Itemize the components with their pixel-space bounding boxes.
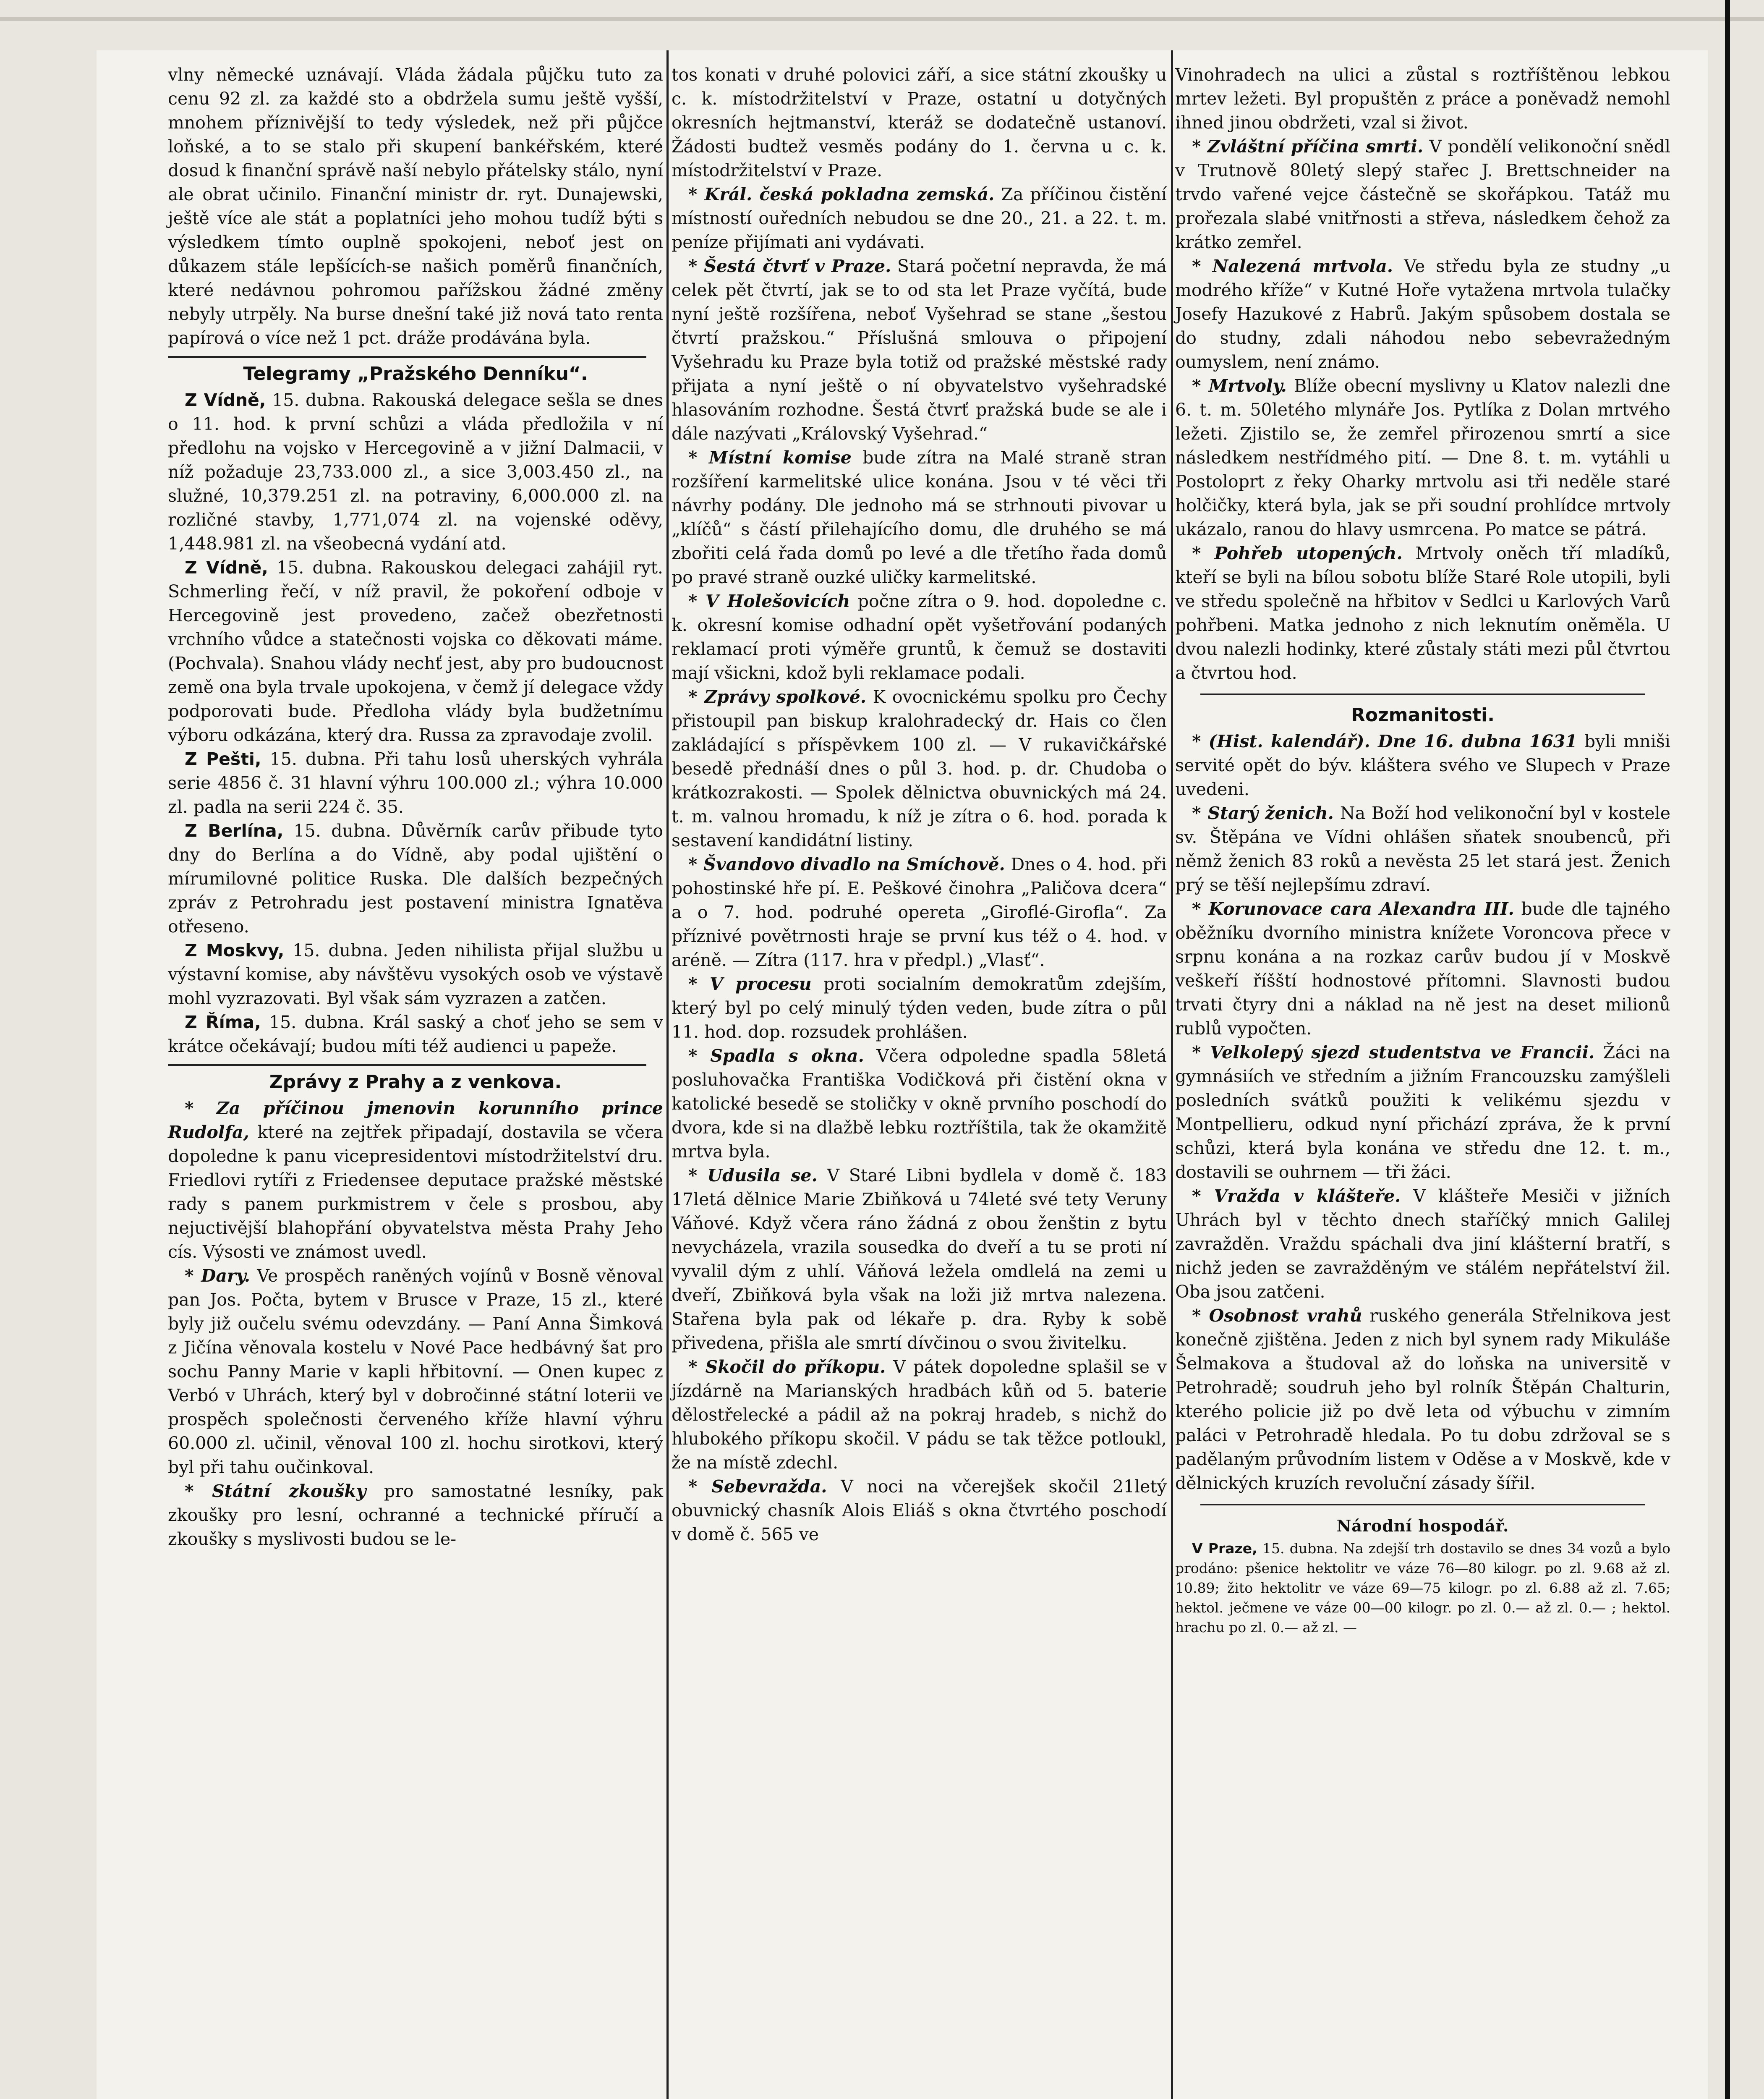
misc-item [1175,1041,1670,1184]
misc-lead: * Korunovace cara Alexandra III. [1192,899,1514,919]
misc-text: byli mniši servité opět do býv. kláštera svého ve Slupech v Praze uvedeni. [1175,731,1671,799]
telegram-place: Z Berlína, [185,821,284,841]
scan-top-edge [0,17,1764,21]
section-divider [168,356,646,358]
news-item [672,1044,1167,1164]
news-text: pro samostatné lesníky, pak zkoušky pro lesní, ochranné a technické příručí a zkoušky s myslivosti budou se le- [168,1481,663,1549]
news-lead: * Švandovo divadlo na Smíchově. [688,854,1005,874]
news-continuation: tos konati v druhé polovici září, a sice státní zkoušky u c. k. místodržitelství v Praze, ostatní u dotyčných okresních hejtmanství, kteráž se dodatečně ustanoví. Žádosti budtež vesměs podány do 1. června u c. k. místodržitelství v Praze. [672,65,1167,181]
news-text: V noci na včerejšek skočil 21letý obuvnický chasník Alois Eliáš s okna čtvrtého poschodí v domě č. 565 ve [672,1476,1167,1544]
telegram-item [168,819,663,939]
news-lead: * Udusila se. [688,1165,818,1186]
news-lead: * Mrtvoly. [1192,376,1287,396]
misc-text: V klášteře Mesiči v jižních Uhrách byl v těchto dnech staříčký mnich Galilej zavražděn. Vraždu spáchali dva jiní klášterní bratří, s nichž jeden se zavražděným ve stálém nepřátelství žil. Oba jsou zatčeni. [1175,1186,1670,1302]
misc-item [1175,1304,1670,1495]
economy-heading: Národní hospodář. [1336,1516,1509,1535]
economy-text: 15. dubna. Na zdejší trh dostavilo se dnes 34 vozů a bylo prodáno: pšenice hektolitr ve váze 76—80 kilogr. po zl. 9.68 až zl. 10.89; žito hektolitr ve váze 69—75 kilogr. po zl. 6.88 až zl. 7.65; hektol. ječmene ve váze 00—00 kilogr. po zl. 0.— až zl. 0.— ; hektol. hrachu po zl. 0.— až zl. — [1175,1540,1670,1636]
misc-lead: * Starý ženich. [1192,803,1334,823]
news-item [1175,542,1670,685]
news-text: Včera odpoledne spadla 58letá posluhovačka Františka Vodičková při čistění okna v katolické besedě se stoličky v okně prvního poschodí do dvora, kde si na dlažbě lebku roztříštila, tak že okamžitě mrtva byla. [672,1046,1167,1162]
news-text: Mrtvoly oněch tří mladíků, kteří se byli na bílou sobotu blíže Staré Role utopili, byli ve středu společně na hřbitov v Sedlci u Karlových Varů pohřbeni. Matka jednoho z nich leknutím oněměla. U dvou nalezli hodinky, které zůstaly státi mezi půl čtvrtou a čtvrtou hod. [1175,543,1670,683]
news-text: proti socialním demokratům zdejším, který byl po celý minulý týden veden, bude zítra o půl 11. hod. dop. rozsudek prohlášen. [672,974,1167,1042]
news-item [672,853,1167,972]
news-item [672,1164,1167,1355]
news-lead: * Místní komise [688,448,852,468]
news-item [1175,254,1670,374]
economy-place: V Praze, [1192,1540,1257,1557]
news-lead: * Šestá čtvrť v Praze. [688,256,891,276]
misc-text: bude dle tajného oběžníku dvorního ministra knížete Voroncova přece v srpnu konána a na rozkaz carův budou jí v Moskvě veškeří říšští hodnostové přítomni. Slavnosti budou trvati čtyry dni a náklad na ně jest na deset milionů rublů vypočten. [1175,899,1670,1039]
news-lead: * Skočil do příkopu. [688,1357,886,1377]
news-text: které na zejtřek připadají, dostavila se včera dopoledne k panu vicepresidentovi místodržitelství dru. Friedlovi rytíři z Friedensee deputace pražské městské rady s panem purkmistrem v čele s prosbou, aby nejuctivější blahopřání obyvatelstva města Prahy Jeho cís. Výsosti ve známost uvedl. [168,1122,663,1262]
news-text: V pondělí velikonoční snědl v Trutnově 80letý slepý stařec J. Brettschneider na trvdo vařené vejce částečně se skořápkou. Tatáž mu prořezala slabé vnitřnosti a střeva, následkem čehož za krátko zemřel. [1175,136,1670,252]
news-item [672,589,1167,685]
misc-lead: * Vražda v klášteře. [1192,1186,1401,1206]
telegram-item [168,1010,663,1058]
telegram-text: 15. dubna. Při tahu losů uherských vyhrála serie 4856 č. 31 hlavní výhru 100.000 zl.; výhra 10.000 zl. padla na serii 224 č. 35. [168,749,663,817]
news-item [672,1355,1167,1475]
telegram-text: 15. dubna. Rakouská delegace sešla se dnes o 11. hod. k první schůzi a vláda předložila v ní předlohu na vojsko v Hercegovině a v jižní Dalmacii, v níž požaduje 23,733.000 zl., a sice 3,003.450 zl., na služné, 10,379.251 zl. na potraviny, 6,000.000 zl. na rozličné stavby, 1,771,074 zl. na vojenské oděvy, 1,448.981 zl. na všeobecná vydání atd. [168,390,663,554]
intro-paragraph: vlny německé uznávají. Vláda žádala půjčku tuto za cenu 92 zl. za každé sto a obdržela sumu ještě vyšší, mnohem příznivější to tedy výsledek, než při půjčce loňské, a to se stalo při skupení bankéřském, které dosud k finanční správě naší nebylo přátelsky stálo, nyní ale obrat učinilo. Finanční ministr dr. ryt. Dunajewski, ještě více ale stát a poplatníci jeho mohou tudíž býti s výsledkem tímto ouplně spokojeni, neboť jest on důkazem stále lepšících-se našich poměrů finančních, které nedávnou pohromou pařížskou žádné změny nebyly utrpěly. Na burse dnešní také již nová tato renta papírová o více než 1 pct. dráže prodávána byla. [168,65,663,348]
column-rule-1 [666,50,669,2099]
misc-text: Na Boží hod velikonoční byl v kostele sv. Štěpána ve Vídni ohlášen sňatek snoubenců, při němž ženich 83 roků a nevěsta 25 let stará jest. Ženich prý se těší nejlepšímu zdraví. [1175,803,1670,895]
news-lead: * V procesu [688,974,812,994]
news-lead: * Státní zkoušky [185,1481,366,1501]
misc-lead: * Velkolepý sjezd studentstva ve Francii. [1192,1042,1595,1063]
telegram-item [168,388,663,556]
telegram-item [168,747,663,819]
news-item [168,1264,663,1479]
news-text: Ve středu byla ze studny „u modrého kříže“ v Kutné Hoře vytažena mrtvola tulačky Josefy Hazukové z Habrů. Jakým spůsobem dostala se do studny, zdali náhodou nebo sebevražedným oumyslem, není známo. [1175,256,1670,372]
news-text: bude zítra na Malé straně stran rozšíření karmelitské ulice konána. Jsou v té věci tři návrhy podány. Dle jednoho má se strhnouti pivovar u „klíčů“ s částí přilehajícího domu, dle druhého se má zbořiti celá řada domů po levé a dle třetího řada domů po pravé straně ouzké uličky karmelitské. [672,448,1167,587]
news-item [672,685,1167,853]
news-item [672,1475,1167,1547]
telegrams-heading: Telegramy „Pražského Denníku“. [243,363,588,385]
telegram-text: 15. dubna. Král saský a choť jeho se sem v krátce očekávají; budou míti též audienci u papeže. [168,1012,663,1056]
news-lead: * Zvláštní příčina smrti. [1192,136,1424,157]
news-text: Dnes o 4. hod. při pohostinské hře pí. E. Peškové činohra „Paličova dcera“ a o 7. hod. podruhé opereta „Giroflé-Girofla“. Za příznivé povětrnosti hraje se první kus též o 4. hod. v aréně. — Zítra (117. hra v předpl.) „Vlasť“. [672,854,1167,970]
telegram-place: Z Moskvy, [185,940,285,961]
misc-lead: * (Hist. kalendář). Dne 16. dubna 1631 [1192,731,1577,751]
section-divider [1200,694,1645,695]
news-item [672,446,1167,589]
telegram-place: Z Pešti, [185,749,261,769]
misc-item [1175,897,1670,1041]
telegram-place: Z Vídně, [185,557,268,578]
news-heading: Zprávy z Prahy a z venkova. [269,1071,562,1093]
news-item [168,1479,663,1551]
telegram-item [168,939,663,1010]
news-text: V Staré Libni bydlela v domě č. 183 17letá dělnice Marie Zbiňková u 74leté své tety Veruny Váňové. Když včera ráno žádná z obou ženštin z bytu nevycházela, vrazila sousedka do dveří a tu se proti ní vyvalil dým z uhlí. Váňová ležela omdlelá na zemi u dveří, Zbiňková byla však na loži již mrtva nalezena. Stařena byla pak od lékaře p. dra. Ryby k sobě přivedena, přišla ale smrtí dívčinou o svou živitelku. [672,1165,1167,1353]
scan-right-edge [1725,0,1730,2099]
misc-text: Žáci na gymnásiích ve středním a jižním Francouzsku zamýšleli posledních svátků použiti k velikému sjezdu v Montpellieru, odkud nyní přichází zpráva, že k první schůzi, která byla konána ve středu dne 12. t. m., dostavili se ouhrnem — tři žáci. [1175,1042,1670,1182]
economy-item [1175,1539,1670,1637]
news-lead: * Sebevražda. [688,1476,827,1497]
news-item [168,1097,663,1264]
news-lead: * Zprávy spolkové. [688,687,867,707]
news-lead: * Za příčinou jmenovin korunního prince Rudolfa, [168,1098,663,1142]
news-item [672,183,1167,254]
news-item [1175,374,1670,542]
news-lead: * Pohřeb utopených. [1192,543,1403,563]
news-text: Za příčinou čistění místností ouředních nebudou se dne 20., 21. a 22. t. m. peníze přijímati ani vydávati. [672,184,1167,252]
telegram-text: 15. dubna. Rakouskou delegaci zahájil ryt. Schmerling řečí, v níž pravil, že pokoření odboje v Hercegovině jest provedeno, začež obezřetnosti vrchního vůdce a statečnosti vojska co děkovati máme. (Pochvala). Snahou vlády nechť jest, aby pro budoucnost země ona byla trvale upokojena, v čemž jí delegace vždy podporovati bude. Předloha vlády byla budžetnímu výboru odkázána, který dra. Russa za zpravodaje zvolil. [168,557,663,745]
news-text: V pátek dopoledne splašil se v jízdárně na Marianských hradbách kůň od 5. baterie dělostřelecké a pádil až na pokraj hradeb, s nichž do hlubokého příkopu skočil. V pádu se tak těžce potloukl, že na místě zdechl. [672,1357,1167,1473]
news-item [1175,135,1670,254]
news-continuation: Vinohradech na ulici a zůstal s roztříštěnou lebkou mrtev ležeti. Byl propuštěn z práce a poněvadž nemohl ihned jinou obdržeti, vzal si život. [1175,65,1670,133]
news-text: počne zítra o 9. hod. dopoledne c. k. okresní komise odhadní opět vyšetřování podaných reklamací proti výměře gruntů, k čemuž se dostaviti mají všickni, kdož byli reklamace podali. [672,591,1167,683]
misc-text: ruského generála Střelnikova jest konečně zjištěna. Jeden z nich byl synem rady Mikuláše Šelmakova a študoval až do loňska na universitě v Petrohradě; soudruh jeho byl rolník Štěpán Chalturin, kterého policie již po dvě leta od výbuchu v zimním paláci v Petrohradě hledala. Po tu dobu zdržoval se s padělaným průvodním listem v Oděse a v Moskvě, kde v dělnických kruzích revoluční zásady šířil. [1175,1306,1670,1493]
telegram-item [168,556,663,747]
news-lead: * Nalezená mrtvola. [1192,256,1393,276]
misc-item [1175,730,1670,801]
news-item [672,972,1167,1044]
news-lead: * Spadla s okna. [688,1046,864,1066]
news-text: Stará početní nepravda, že má celek pět čtvrtí, jak se to od sta let Praze vyčítá, bude nyní ještě rozšířena, neboť Vyšehrad se stane „šestou čtvrtí pražskou.“ Příslušná smlouva o připojení Vyšehradu ku Praze byla totiž od pražské městské rady přijata a nyní ještě o ní obyvatelstvo vyšehradské hlasováním rozhodne. Šestá čtvrť pražská bude se ale i dále nazývati „Královský Vyšehrad.“ [672,256,1167,444]
misc-item [1175,801,1670,897]
telegram-place: Z Říma, [185,1012,261,1032]
news-text: Blíže obecní myslivny u Klatov nalezli dne 6. t. m. 50letého mlynáře Jos. Pytlíka z Dolan mrtvého ležeti. Zjistilo se, že zemřel přirozenou smrtí a sice následkem nestřídmého pití. — Dne 8. t. m. vytáhli u Postoloprt z řeky Oharky mrtvolu asi tři neděle staré holčičky, která byla, jak se při soudní prohlídce mrtvoly ukázalo, ranou do hlavy usmrcena. Po matce se pátrá. [1175,376,1670,539]
news-lead: * Král. česká pokladna zemská. [688,184,995,204]
news-lead: * Dary. [185,1266,250,1286]
news-item [672,254,1167,446]
misc-lead: * Osobnost vrahů [1192,1306,1362,1326]
news-lead: * V Holešovicích [688,591,850,611]
column-3 [1175,63,1670,1637]
section-divider [1200,1504,1645,1505]
telegram-text: 15. dubna. Důvěrník carův přibude tyto dny do Berlína a do Vídně, aby podal ujištění o mírumilovné politice Ruska. Dle dalších bezpečných zpráv z Petrohradu jest postavení ministra Ignatěva otřeseno. [168,821,663,937]
telegram-place: Z Vídně, [185,390,266,410]
section-divider [168,1064,646,1066]
misc-item [1175,1184,1670,1304]
column-1 [168,63,663,1551]
telegram-text: 15. dubna. Jeden nihilista přijal službu u výstavní komise, aby návštěvu vysokých osob ve výstavě mohl vyzrazovati. Byl však sám vyzrazen a zatčen. [168,940,663,1008]
misc-heading: Rozmanitosti. [1351,704,1495,726]
column-rule-2 [1171,50,1173,2099]
news-text: K ovocnickému spolku pro Čechy přistoupil pan biskup kralohradecký dr. Hais co člen zakládající s příspěvkem 100 zl. — V rukavičkářské besedě přednáší dnes o půl 3. hod. p. dr. Chudoba o krátkozrakosti. — Spolek dělnictva obuvnických má 24. t. m. valnou hromadu, k níž je zítra o 6. hod. porada k sestavení kandidátní listiny. [672,687,1167,851]
column-2 [672,63,1167,1547]
news-text: Ve prospěch raněných vojínů v Bosně věnoval pan Jos. Počta, bytem v Brusce v Praze, 15 zl., které byly již oučelu svému odevzdány. — Paní Anna Šimková z Jičína věnovala kostelu v Nové Pace hedbávný šat pro sochu Panny Marie v kapli hřbitovní. — Onen kupec z Verbó v Uhrách, který byl v dobročinné státní loterii ve prospěch společnosti červeného kříže hlavní výhru 60.000 zl. učinil, věnoval 100 zl. hochu sirotkovi, který byl při tahu oučinkoval. [168,1266,663,1477]
